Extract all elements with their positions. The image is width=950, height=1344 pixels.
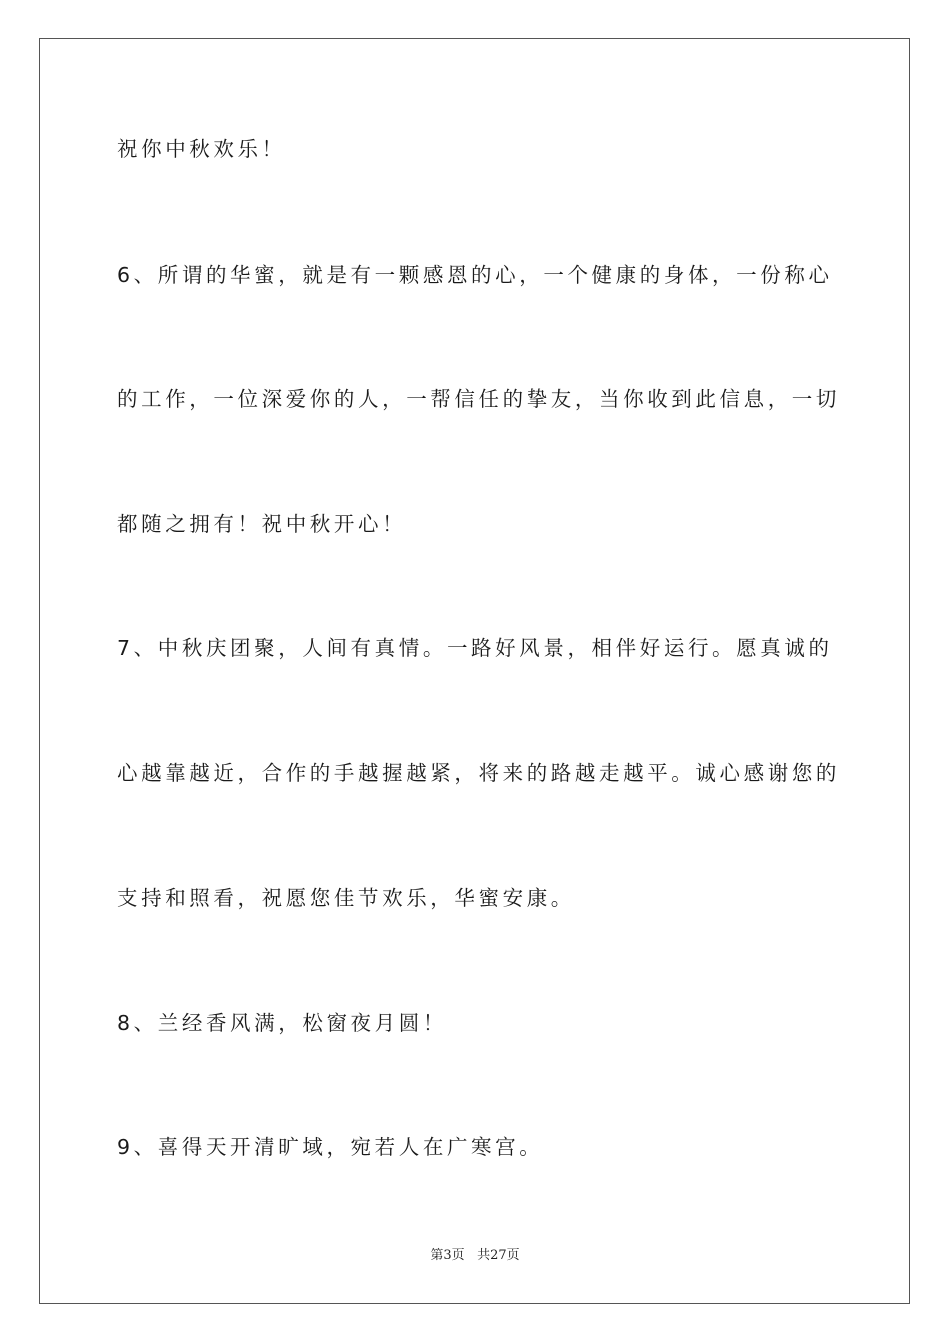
text-line-5: 7、中秋庆团聚，人间有真情。一路好风景，相伴好运行。愿真诚的: [117, 636, 833, 660]
text-line-6: 心越靠越近，合作的手越握越紧，将来的路越走越平。诚心感谢您的: [117, 761, 840, 785]
text-line-4: 都随之拥有！祝中秋开心！: [117, 512, 407, 536]
text-line-9: 9、喜得天开清旷域，宛若人在广寒宫。: [117, 1135, 544, 1159]
page-total: 共27页: [477, 1248, 520, 1263]
text-line-8: 8、兰经香风满，松窗夜月圆！: [117, 1011, 447, 1035]
text-line-7: 支持和照看，祝愿您佳节欢乐，华蜜安康。: [117, 886, 575, 910]
text-line-3: 的工作，一位深爱你的人，一帮信任的挚友，当你收到此信息，一切: [117, 387, 840, 411]
text-line-2: 6、所谓的华蜜，就是有一颗感恩的心，一个健康的身体，一份称心: [117, 263, 833, 287]
text-line-1: 祝你中秋欢乐！: [117, 137, 286, 161]
footer-gap: [465, 1248, 477, 1263]
page-number: 第3页: [430, 1248, 465, 1263]
page-footer: [0, 1247, 950, 1265]
page-border: [39, 38, 910, 1304]
